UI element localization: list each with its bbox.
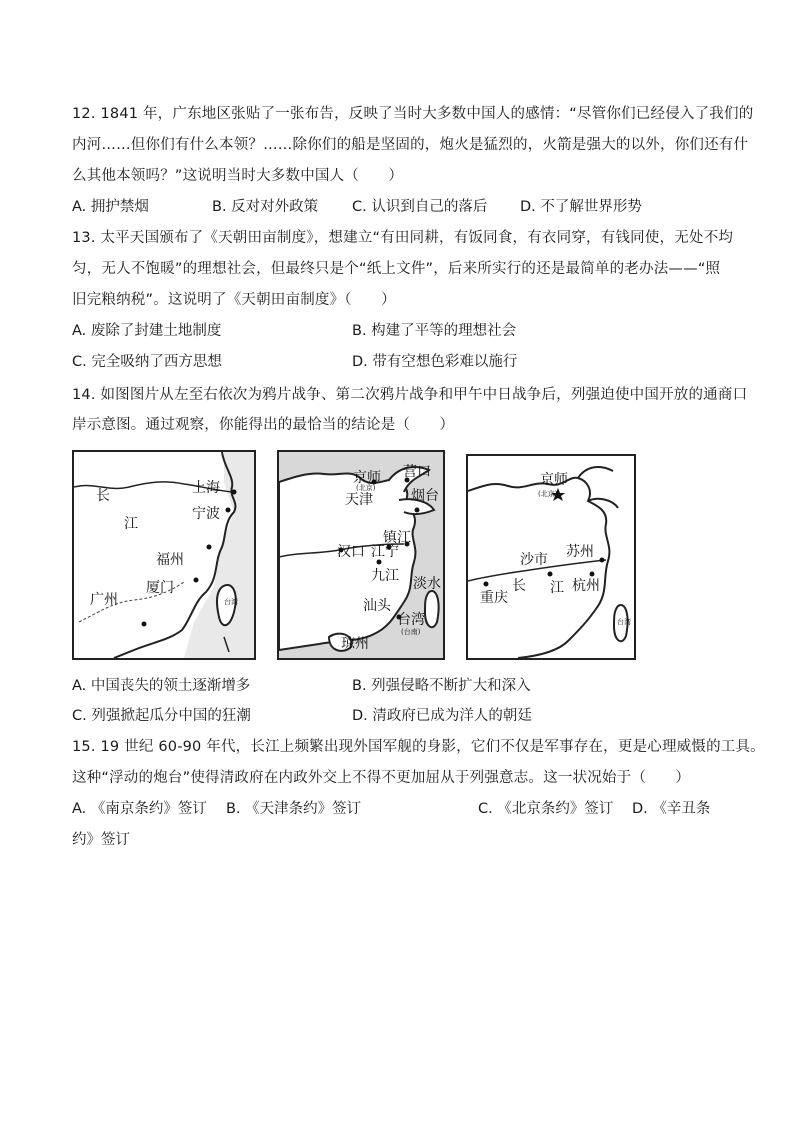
q14-line2: 岸示意图。通过观察，你能得出的最恰当的结论是（ ） [72, 417, 455, 433]
q13-option-d[interactable]: D. 带有空想色彩难以施行 [352, 354, 518, 370]
q13-line2: 匀，无人不饱暖”的理想社会，但最终只是个“纸上文件”，后来所实行的还是最简单的老办法——“照 [72, 261, 721, 277]
map2-label-danshui: 淡水 [413, 576, 441, 592]
q14-option-a[interactable]: A. 中国丧失的领土逐渐增多 [72, 678, 251, 694]
map2-label-yantai: 烟台 [411, 488, 439, 504]
map1-label-fuzhou: 福州 [156, 552, 184, 568]
map-second-opium-war [277, 450, 445, 660]
map3-label-chang: 长 [512, 578, 526, 594]
q13-option-c[interactable]: C. 完全吸纳了西方思想 [72, 354, 222, 370]
map1-label-guangzhou: 广州 [90, 592, 118, 608]
map1-label-xiamen: 厦门 [146, 580, 174, 596]
map1-label-chang: 长 [96, 488, 110, 504]
map3-label-taiwan: 台湾 [617, 618, 631, 626]
q12-line2: 内河……但你们有什么本领？……除你们的船是坚固的，炮火是猛烈的，火箭是强大的以外，你们还有什 [72, 137, 749, 153]
map2-label-hankou: 汉口 [337, 544, 365, 560]
q15-option-b[interactable]: B. 《天津条约》签订 [226, 801, 362, 817]
q12-option-a[interactable]: A. 拥护禁烟 [72, 199, 149, 215]
map2-label-taiwan: 台湾 [397, 612, 425, 628]
map3-label-beijing: (北京) [538, 490, 558, 498]
q14-line1: 14. 如图图片从左至右依次为鸦片战争、第二次鸦片战争和甲午中日战争后，列强迫使中国开放的通商口 [72, 387, 748, 403]
map2-label-qiongzhou: 琼州 [341, 636, 369, 652]
q13-option-a[interactable]: A. 废除了封建土地制度 [72, 323, 222, 339]
map-second-opium-war-svg [279, 452, 443, 658]
map1-label-taiwan: 台湾 [224, 598, 238, 606]
q12-option-d[interactable]: D. 不了解世界形势 [520, 199, 642, 215]
map1-label-ningbo: 宁波 [192, 506, 220, 522]
map-opium-war-svg [74, 452, 254, 658]
map2-label-jiangning: 江宁 [371, 544, 399, 560]
q14-option-c[interactable]: C. 列强掀起瓜分中国的狂潮 [72, 708, 251, 724]
map2-label-zhenjiang: 镇江 [383, 530, 411, 546]
q13-line3: 旧完粮纳税”。这说明了《天朝田亩制度》（ ） [72, 292, 396, 308]
map2-label-tianjin: 天津 [345, 492, 373, 508]
q12-option-c[interactable]: C. 认识到自己的落后 [352, 199, 488, 215]
q14-option-b[interactable]: B. 列强侵略不断扩大和深入 [352, 678, 531, 694]
map3-label-jingshi: 京师 [540, 472, 568, 488]
map2-label-shantou: 汕头 [363, 598, 391, 614]
q15-option-d[interactable]: D. 《辛丑条 [632, 801, 711, 817]
map-sino-japanese-war-svg [468, 456, 634, 658]
q15-option-c[interactable]: C. 《北京条约》签订 [478, 801, 614, 817]
q13-option-b[interactable]: B. 构建了平等的理想社会 [352, 323, 517, 339]
q12-option-b[interactable]: B. 反对对外政策 [212, 199, 319, 215]
q14-option-d[interactable]: D. 清政府已成为洋人的朝廷 [352, 708, 532, 724]
map3-label-hangzhou: 杭州 [572, 578, 600, 594]
map1-label-jiang: 江 [124, 516, 138, 532]
map1-label-shanghai: 上海 [192, 480, 220, 496]
map2-label-beijing: (北京) [356, 484, 376, 492]
map2-label-jiujiang: 九江 [371, 568, 399, 584]
map-opium-war [72, 450, 256, 660]
q12-line3: 么其他本领吗？”这说明当时大多数中国人（ ） [72, 168, 404, 184]
map3-label-jiang: 江 [550, 580, 564, 596]
q12-line1: 12. 1841 年，广东地区张贴了一张布告，反映了当时大多数中国人的感情：“尽管你们已经侵入了我们的 [72, 106, 754, 122]
q13-line1: 13. 太平天国颁布了《天朝田亩制度》，想建立“有田同耕，有饭同食，有衣同穿，有钱同使，无处不均 [72, 230, 734, 246]
q15-line2: 这种“浮动的炮台”使得清政府在内政外交上不得不更加屈从于列强意志。这一状况始于（ ） [72, 770, 691, 786]
map3-label-shashi: 沙市 [520, 552, 548, 568]
q15-option-d-continued: 约》签订 [72, 832, 130, 848]
map3-label-suzhou: 苏州 [566, 544, 594, 560]
map2-label-jingshi: 京师 [353, 470, 381, 486]
map3-label-chongqing: 重庆 [480, 590, 508, 606]
q15-line1: 15. 19 世纪 60-90 年代，长江上频繁出现外国军舰的身影，它们不仅是军事存在，更是心理威慑的工具。 [72, 739, 765, 755]
map2-label-tainan: (台南) [401, 628, 421, 636]
map-sino-japanese-war [466, 454, 636, 660]
map2-label-yingkou: 营口 [403, 464, 431, 480]
q15-option-a[interactable]: A. 《南京条约》签订 [72, 801, 207, 817]
